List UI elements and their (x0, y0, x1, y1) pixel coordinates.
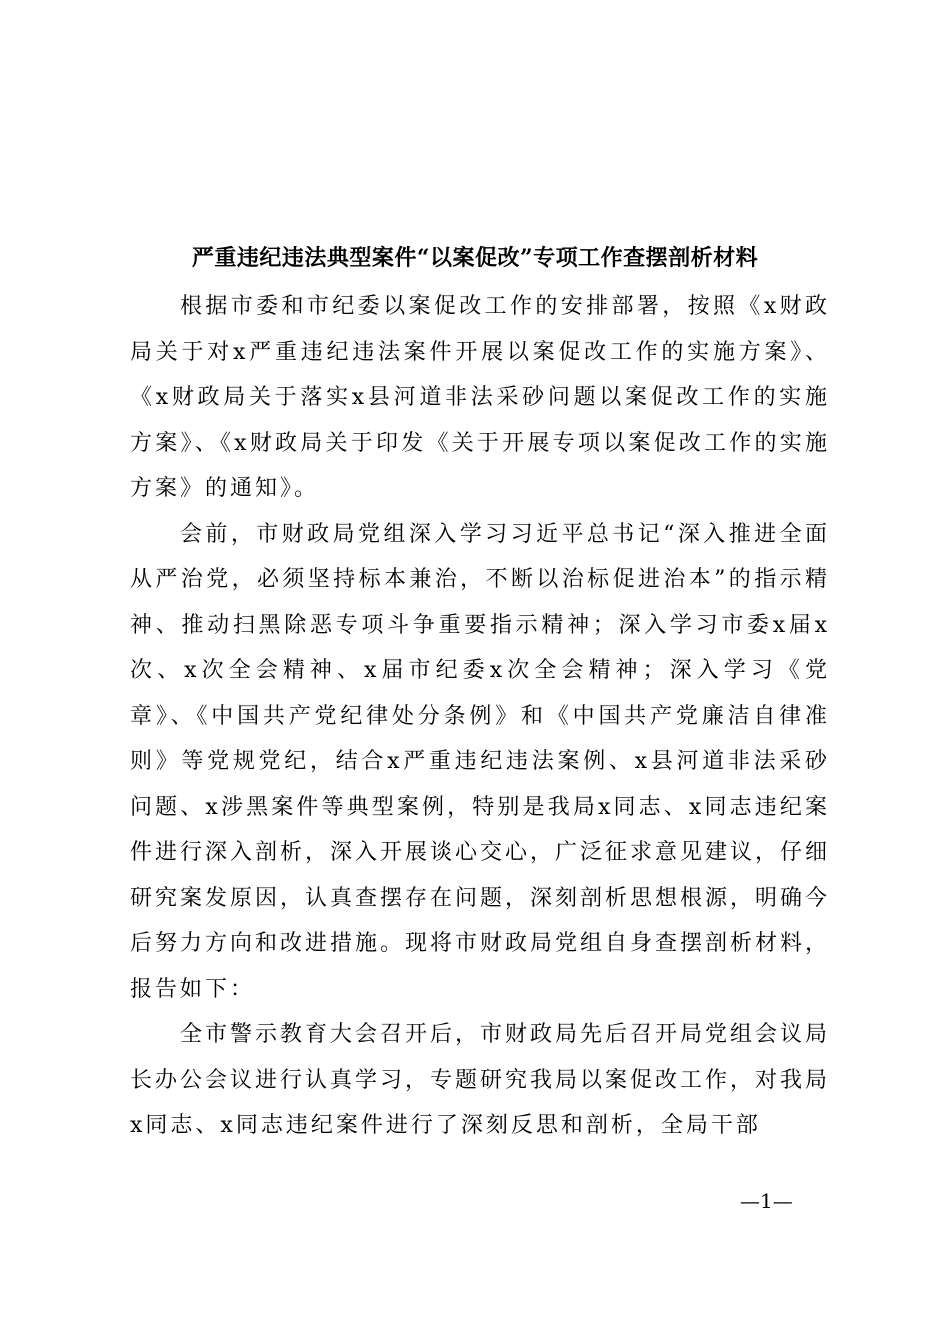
page-number: —1— (740, 1189, 793, 1213)
paragraph-1: 根据市委和市纪委以案促改工作的安排部署，按照《x财政局关于对x严重违纪违法案件开展以案促改工作的实施方案》、《x财政局关于落实x县河道非法采砂问题以案促改工作的实施方案》、《x财政局关于印发《关于开展专项以案促改工作的实施方案》的通知》。 (130, 294, 830, 501)
document-title: 严重违纪违法典型案件“以案促改”专项工作查摆剖析材料 (191, 245, 759, 271)
paragraph-2: 会前，市财政局党组深入学习习近平总书记“深入推进全面从严治党，必须坚持标本兼治，不断以治标促进治本”的指示精神、推动扫黑除恶专项斗争重要指示精神；深入学习市委x届x次、x次全会精神、x届市纪委x次全会精神；深入学习《党章》、《中国共产党纪律处分条例》和《中国共产党廉洁自律准则》等党规党纪，结合x严重违纪违法案例、x县河道非法采砂问题、x涉黑案件等典型案例，特别是我局x同志、x同志违纪案件进行深入剖析，深入开展谈心交心，广泛征求意见建议，仔细研究案发原因，认真查摆存在问题，深刻剖析思想根源，明确今后努力方向和改进措施。现将市财政局党组自身查摆剖析材料，报告如下： (130, 521, 831, 1002)
document-body (130, 284, 830, 1149)
paragraph-3: 全市警示教育大会召开后，市财政局先后召开局党组会议局长办公会议进行认真学习，专题研究我局以案促改工作，对我局x同志、x同志违纪案件进行了深刻反思和剖析，全局干部 (130, 1022, 831, 1138)
